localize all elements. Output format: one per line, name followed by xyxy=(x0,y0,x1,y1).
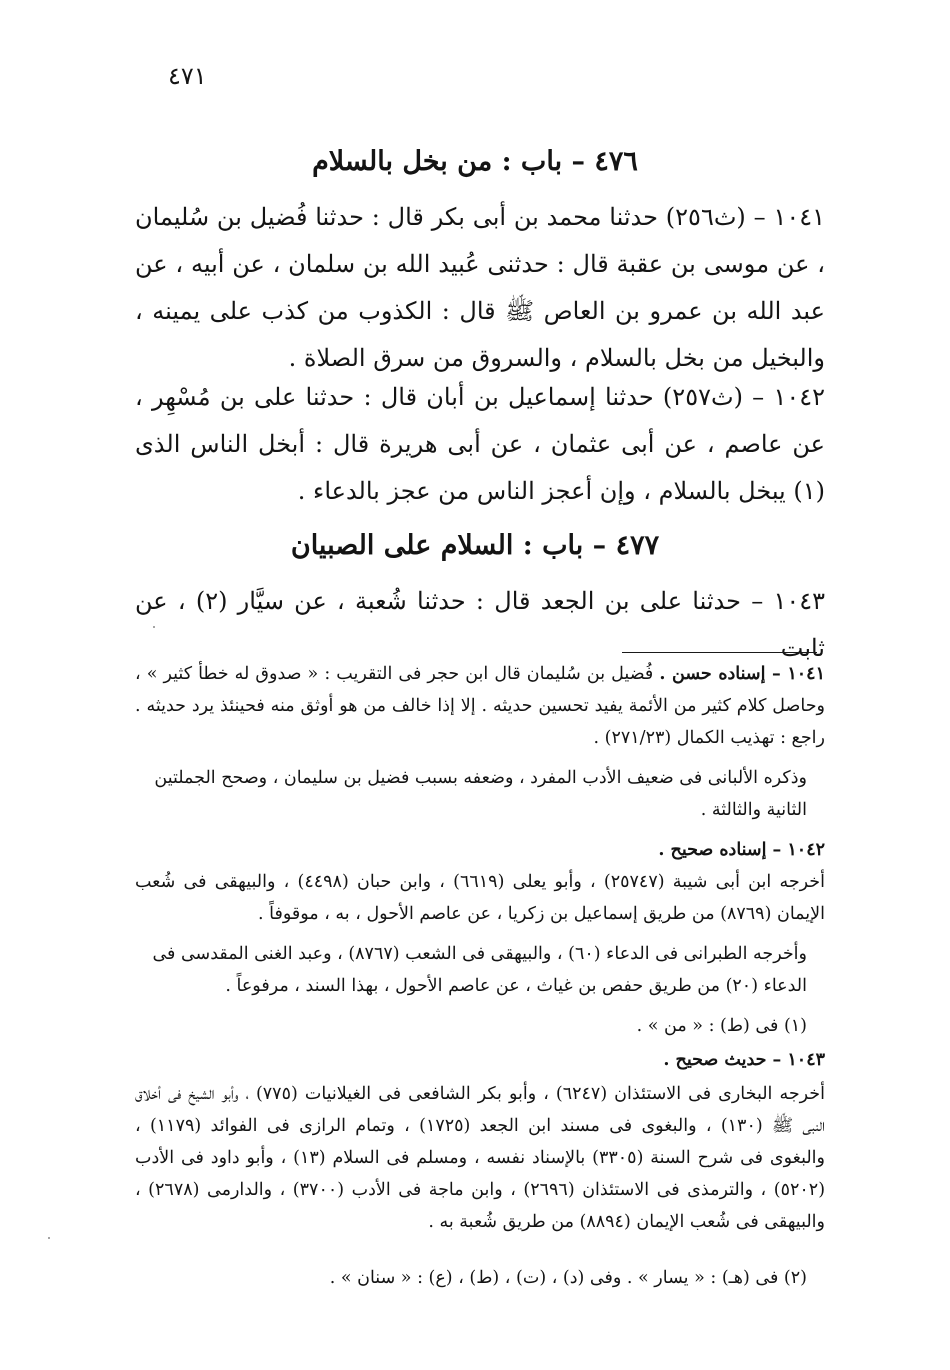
chapter-heading-477: ٤٧٧ – باب : السلام على الصبيان xyxy=(290,530,660,561)
footnote-1042-paragraph-2: وأخرجه الطبرانى فى الدعاء (٦٠) ، والبيهقى فى الشعب (٨٧٦٧) ، وعبد الغنى المقدسى فى الدعاء (٢٠) من طريق حفص بن غياث ، عن عاصم الأحول ، بهذا السند ، مرفوعاً . xyxy=(152,944,807,996)
scan-speck xyxy=(153,626,155,628)
text-note-2: (٢) فى (هـ) : « يسار » . وفى (د) ، (ت) ، (ط) ، (ع) : « سنان » . xyxy=(329,1268,807,1288)
footnote-1041-heading: ١٠٤١ – إسناده حسن . xyxy=(659,664,825,684)
footnote-1042-heading: ١٠٤٢ – إسناده صحيح . xyxy=(658,840,825,860)
chapter-heading-476: ٤٧٦ – باب : من بخل بالسلام xyxy=(312,146,638,177)
page-number: ٤٧١ xyxy=(168,62,207,90)
hadith-1042: ١٠٤٢ – (ث٢٥٧) حدثنا إسماعيل بن أبان قال : حدثنا على بن مُسْهِر ، عن عاصم ، عن أبى عثمان ، عن أبى هريرة قال : أبخل الناس الذى (١) يبخل بالسلام ، وإن أعجز الناس من عجز بالدعاء . xyxy=(135,383,825,505)
footnote-1042-paragraph-1: أخرجه ابن أبى شيبة (٢٥٧٤٧) ، وأبو يعلى (٦٦١٩) ، وابن حبان (٤٤٩٨) ، والبيهقى فى شُعب الإيمان (٨٧٦٩) من طريق إسماعيل بن زكريا ، عن عاصم الأحول ، به ، موقوفاً . xyxy=(135,872,825,924)
footnote-1043-paragraph-1: أخرجه البخارى فى الاستئذان (٦٢٤٧) ، وأبو بكر الشافعى فى الغيلانيات (٧٧٥) ، وأبو الشيخ فى أخلاق النبى ﷺ (١٣٠) ، والبغوى فى مسند ابن الجعد (١٧٢٥) ، وتمام الرازى فى الفوائد (١١٧٩) ، والبغوى فى شرح السنة (٣٣٠٥) بالإسناد نفسه ، ومسلم فى السلام (١٣) ، وأبو داود فى الأدب (٥٢٠٢) ، والترمذى فى الاستئذان (٢٦٩٦) ، وابن ماجة فى الأدب (٣٧٠٠) ، والدارمى (٢٦٧٨) ، والبيهقى فى شُعب الإيمان (٨٨٩٤) من طريق شُعبة به . xyxy=(135,1084,826,1232)
footnote-separator xyxy=(622,652,817,653)
footnote-1043-heading: ١٠٤٣ – حديث صحيح . xyxy=(663,1050,825,1070)
footnote-1041-text: فُضيل بن سُليمان قال ابن حجر فى التقريب : « صدوق له خطأ كثير » ، وحاصل كلام كثير من الأئمة يفيد تحسين حديثه . إلا إذا خالف من هو أوثق منه فحينئذ يرد حديثه . راجع : تهذيب الكمال (٢٧١/٢٣) . xyxy=(135,664,825,748)
hadith-1041: ١٠٤١ – (ث٢٥٦) حدثنا محمد بن أبى بكر قال : حدثنا فُضيل بن سُليمان ، عن موسى بن عقبة قال : حدثنى عُبيد الله بن سلمان ، عن أبيه ، عن عبد الله بن عمرو بن العاص ﷺ قال : الكذوب من كذب على يمينه ، والبخيل من بخل بالسلام ، والسروق من سرق الصلاة . xyxy=(135,203,825,372)
footnote-1041-paragraph-2: وذكره الألبانى فى ضعيف الأدب المفرد ، وضعفه بسبب فضيل بن سليمان ، وصحح الجملتين الثانية والثالثة . xyxy=(154,768,807,820)
footnote-1041 xyxy=(135,658,825,754)
scan-speck xyxy=(48,1237,50,1239)
hadith-1043: ١٠٤٣ – حدثنا على بن الجعد قال : حدثنا شُعبة ، عن سيَّار (٢) ، عن ثابت xyxy=(135,587,825,662)
text-note-1: (١) فى (ط) : « من » . xyxy=(636,1016,807,1036)
